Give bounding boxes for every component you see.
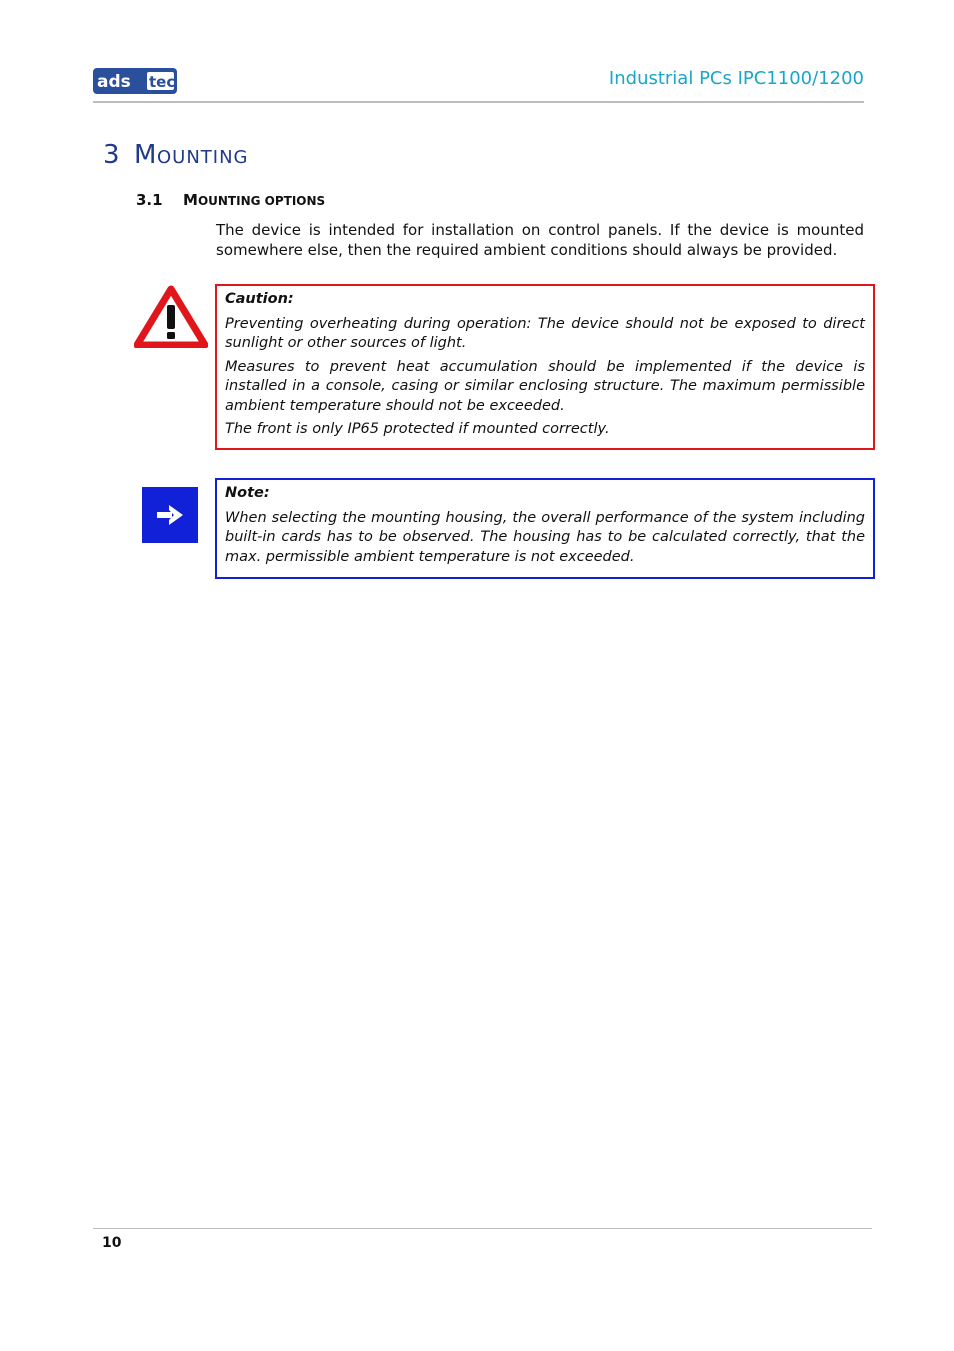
note-heading: Note: xyxy=(225,485,270,501)
footer-divider xyxy=(93,1228,872,1229)
page-number: 10 xyxy=(102,1235,122,1251)
note-paragraph: When selecting the mounting housing, the overall performance of the system including built-in cards has to be observed. The housing has to be calculated correctly, that the max. permissible ambient temperature is not exceeded. xyxy=(225,509,865,565)
section-heading xyxy=(136,191,325,209)
chapter-heading xyxy=(103,140,249,170)
chapter-title-rest: OUNTING xyxy=(156,147,249,168)
caution-box xyxy=(215,284,875,450)
caution-heading: Caution: xyxy=(225,291,294,307)
svg-text:tec: tec xyxy=(149,73,176,91)
note-box xyxy=(215,478,875,579)
warning-triangle-icon xyxy=(134,285,208,348)
intro-paragraph: The device is intended for installation on control panels. If the device is mounted somewhere else, then the required ambient conditions should always be provided. xyxy=(216,221,864,259)
caution-paragraph: The front is only IP65 protected if mounted correctly. xyxy=(225,421,610,437)
section-title-initial: M xyxy=(183,191,198,209)
header-divider xyxy=(93,101,864,103)
caution-paragraph: Preventing overheating during operation: The device should not be exposed to direct sunlight or other sources of light. xyxy=(225,315,865,351)
document-title: Industrial PCs IPC1100/1200 xyxy=(608,68,864,89)
caution-paragraph: Measures to prevent heat accumulation should be implemented if the device is installed in a console, casing or similar enclosing structure. The maximum permissible ambient temperature should not be exceeded. xyxy=(225,358,865,414)
section-title-rest: OUNTING OPTIONS xyxy=(197,194,326,208)
arrow-right-icon xyxy=(142,487,198,543)
chapter-number: 3 xyxy=(103,140,121,170)
chapter-title-initial: M xyxy=(134,140,157,170)
svg-text:ads: ads xyxy=(97,72,131,92)
adstec-logo xyxy=(93,68,177,94)
section-number: 3.1 xyxy=(136,191,163,209)
